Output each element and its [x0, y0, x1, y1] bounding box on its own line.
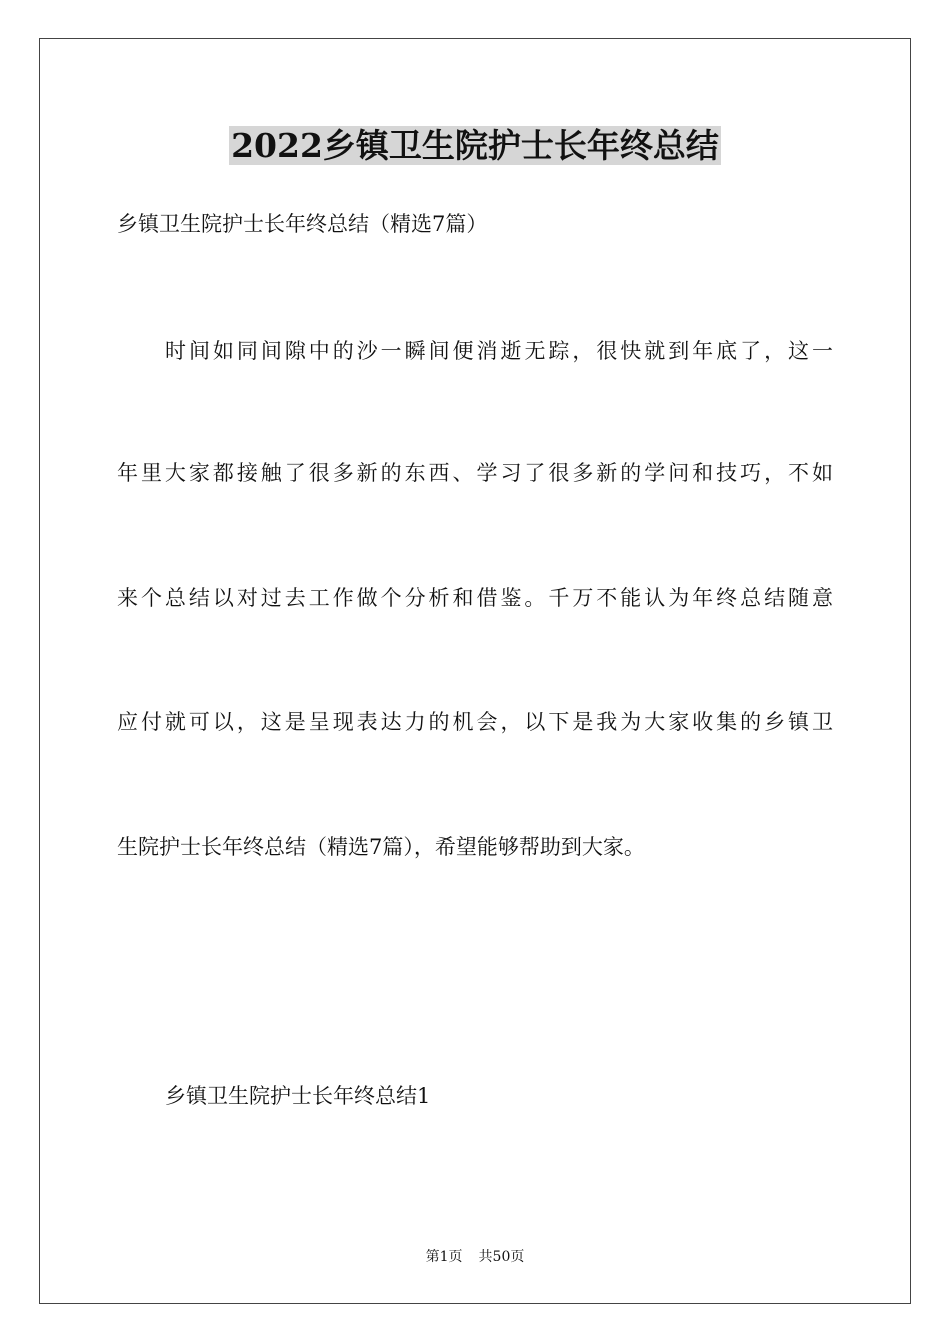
intro-line-4: 应付就可以，这是呈现表达力的机会，以下是我为大家收集的乡镇卫	[117, 710, 833, 734]
intro-line-3: 来个总结以对过去工作做个分析和借鉴。千万不能认为年终总结随意	[117, 586, 833, 610]
document-title-text: 2022乡镇卫生院护士长年终总结	[231, 126, 719, 165]
document-title	[0, 126, 950, 166]
page-footer	[0, 1248, 950, 1266]
section-heading: 乡镇卫生院护士长年终总结1	[165, 1084, 431, 1108]
page-number-total: 共50页	[478, 1249, 525, 1265]
page-number-current: 第1页	[425, 1249, 463, 1265]
intro-line-5: 生院护士长年终总结（精选7篇），希望能够帮助到大家。	[117, 835, 645, 859]
intro-line-2: 年里大家都接触了很多新的东西、学习了很多新的学问和技巧，不如	[117, 461, 833, 485]
document-subtitle: 乡镇卫生院护士长年终总结（精选7篇）	[117, 212, 488, 236]
intro-line-1: 时间如同间隙中的沙一瞬间便消逝无踪，很快就到年底了，这一	[165, 339, 833, 363]
